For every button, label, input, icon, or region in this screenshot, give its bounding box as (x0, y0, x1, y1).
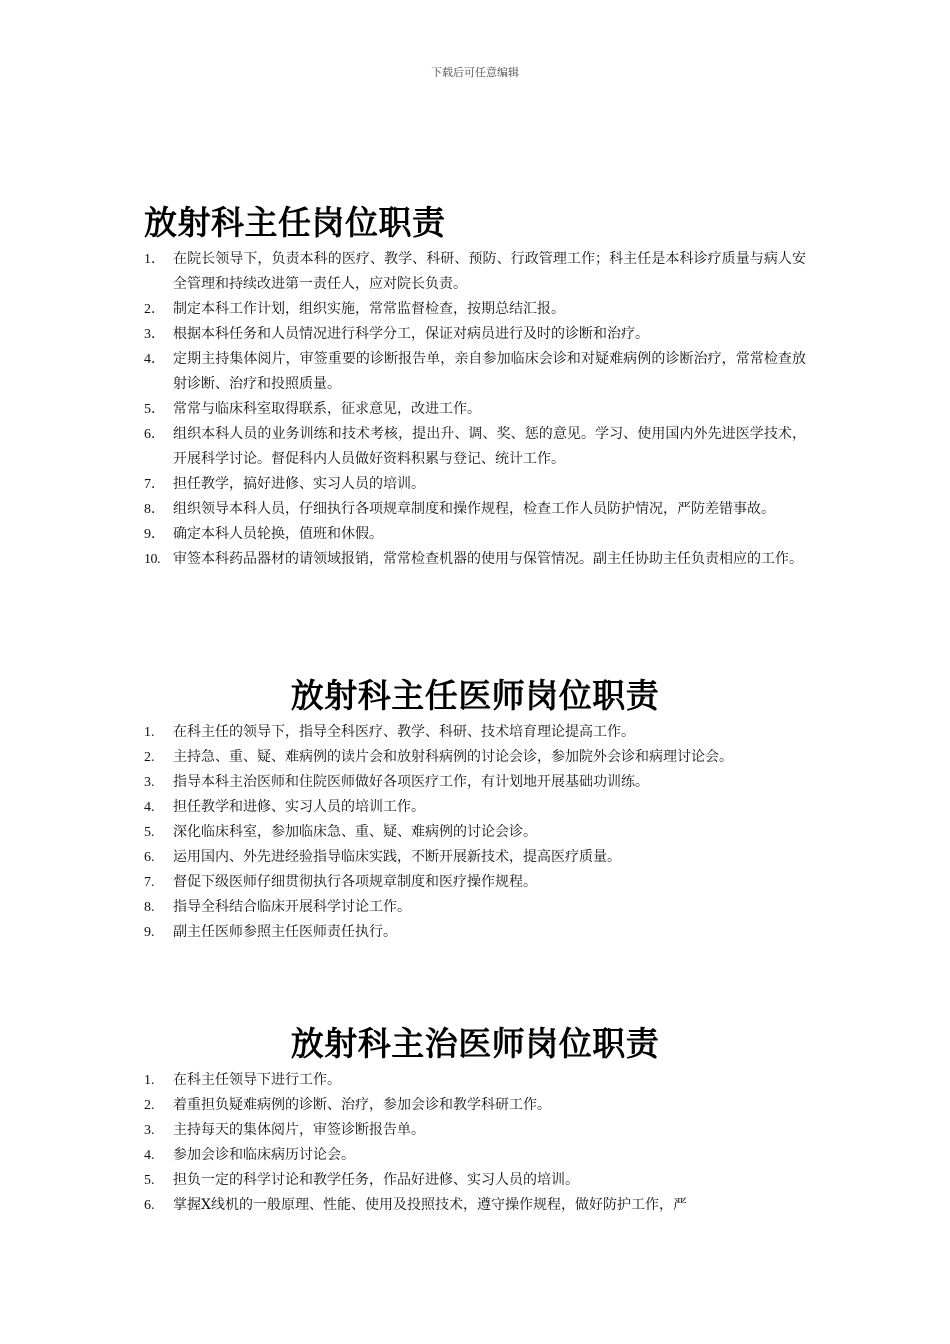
list-item (144, 547, 806, 572)
list-item (144, 422, 806, 472)
section-attending-physician-duties (144, 1024, 806, 1218)
item-number: 10. (144, 552, 160, 567)
item-text: 指导全科结合临床开展科学讨论工作。 (173, 899, 411, 915)
item-number: 6． (144, 427, 165, 442)
item-text: 组织领导本科人员，仔细执行各项规章制度和操作规程，检查工作人员防护情况，严防差错事故。 (173, 501, 775, 517)
list-item (144, 720, 806, 745)
item-number: 4. (144, 1148, 155, 1163)
item-text: 副主任医师参照主任医师责任执行。 (173, 924, 397, 940)
item-number: 9． (144, 527, 165, 542)
item-number: 8． (144, 502, 165, 517)
item-text: 主持每天的集体阅片，审签诊断报告单。 (173, 1122, 425, 1138)
item-text: 制定本科工作计划，组织实施，常常监督检查，按期总结汇报。 (173, 301, 565, 317)
list-item (144, 920, 806, 945)
item-number: 2． (144, 302, 165, 317)
item-number: 2. (144, 1098, 155, 1113)
item-text: 担任教学，搞好进修、实习人员的培训。 (173, 476, 425, 492)
item-text: 常常与临床科室取得联系，征求意见，改进工作。 (173, 401, 481, 417)
item-number: 4． (144, 352, 165, 367)
list-item (144, 1193, 806, 1218)
item-text: 组织本科人员的业务训练和技术考核，提出升、调、奖、惩的意见。学习、使用国内外先进医学技术，开展科学讨论。督促科内人员做好资料积累与登记、统计工作。 (173, 426, 806, 467)
section-director-duties (144, 203, 806, 572)
item-text: 指导本科主治医师和住院医师做好各项医疗工作，有计划地开展基础功训练。 (173, 774, 649, 790)
item-number: 6. (144, 1198, 155, 1213)
item-number: 3. (144, 1123, 155, 1138)
item-number: 8. (144, 900, 155, 915)
duty-list (144, 720, 806, 945)
item-number: 7． (144, 477, 165, 492)
list-item (144, 795, 806, 820)
list-item (144, 1118, 806, 1143)
header-note: 下载后可任意编辑 (431, 66, 519, 79)
item-number: 2. (144, 750, 155, 765)
item-number: 7. (144, 875, 155, 890)
section-title: 放射科主任医师岗位职责 (290, 676, 660, 715)
item-text: 掌握X线机的一般原理、性能、使用及投照技术，遵守操作规程，做好防护工作，严 (173, 1197, 687, 1213)
list-item (144, 895, 806, 920)
item-number: 5. (144, 825, 155, 840)
list-item (144, 397, 806, 422)
list-item (144, 845, 806, 870)
item-text: 运用国内、外先进经验指导临床实践，不断开展新技术，提高医疗质量。 (173, 849, 621, 865)
item-text: 担负一定的科学讨论和教学任务，作品好进修、实习人员的培训。 (173, 1172, 579, 1188)
list-item (144, 322, 806, 347)
list-item (144, 247, 806, 297)
item-text: 根据本科任务和人员情况进行科学分工，保证对病员进行及时的诊断和治疗。 (173, 326, 649, 342)
item-text: 督促下级医师仔细贯彻执行各项规章制度和医疗操作规程。 (173, 874, 537, 890)
list-item (144, 1143, 806, 1168)
item-text: 着重担负疑难病例的诊断、治疗，参加会诊和教学科研工作。 (173, 1097, 551, 1113)
item-number: 1. (144, 725, 155, 740)
item-text: 主持急、重、疑、难病例的读片会和放射科病例的讨论会诊，参加院外会诊和病理讨论会。 (173, 749, 733, 765)
item-text: 在院长领导下，负责本科的医疗、教学、科研、预防、行政管理工作；科主任是本科诊疗质量与病人安全管理和持续改进第一责任人，应对院长负责。 (173, 251, 806, 292)
duty-list (144, 1068, 806, 1218)
duty-list (144, 247, 806, 572)
section-title: 放射科主任岗位职责 (144, 203, 446, 242)
list-item (144, 472, 806, 497)
item-number: 9. (144, 925, 155, 940)
list-item (144, 745, 806, 770)
list-item (144, 497, 806, 522)
list-item (144, 1068, 806, 1093)
list-item (144, 1168, 806, 1193)
section-chief-physician-duties (144, 676, 806, 945)
item-number: 1． (144, 252, 165, 267)
item-number: 4. (144, 800, 155, 815)
item-text: 在科主任的领导下，指导全科医疗、教学、科研、技术培育理论提高工作。 (173, 724, 635, 740)
item-number: 5． (144, 402, 165, 417)
list-item (144, 770, 806, 795)
list-item (144, 297, 806, 322)
item-text: 参加会诊和临床病历讨论会。 (173, 1147, 355, 1163)
item-text: 确定本科人员轮换，值班和休假。 (173, 526, 383, 542)
list-item (144, 1093, 806, 1118)
list-item (144, 347, 806, 397)
list-item (144, 870, 806, 895)
item-text: 定期主持集体阅片，审签重要的诊断报告单，亲自参加临床会诊和对疑难病例的诊断治疗，常常检查放射诊断、治疗和投照质量。 (173, 351, 806, 392)
list-item (144, 820, 806, 845)
item-text: 在科主任领导下进行工作。 (173, 1072, 341, 1088)
item-number: 1. (144, 1073, 155, 1088)
list-item (144, 522, 806, 547)
item-number: 5. (144, 1173, 155, 1188)
item-text: 深化临床科室，参加临床急、重、疑、难病例的讨论会诊。 (173, 824, 537, 840)
item-text: 担任教学和进修、实习人员的培训工作。 (173, 799, 425, 815)
item-number: 3． (144, 327, 165, 342)
section-title: 放射科主治医师岗位职责 (290, 1024, 660, 1063)
item-number: 3. (144, 775, 155, 790)
item-text: 审签本科药品器材的请领域报销，常常检查机器的使用与保管情况。副主任协助主任负责相应的工作。 (173, 551, 803, 567)
item-number: 6. (144, 850, 155, 865)
